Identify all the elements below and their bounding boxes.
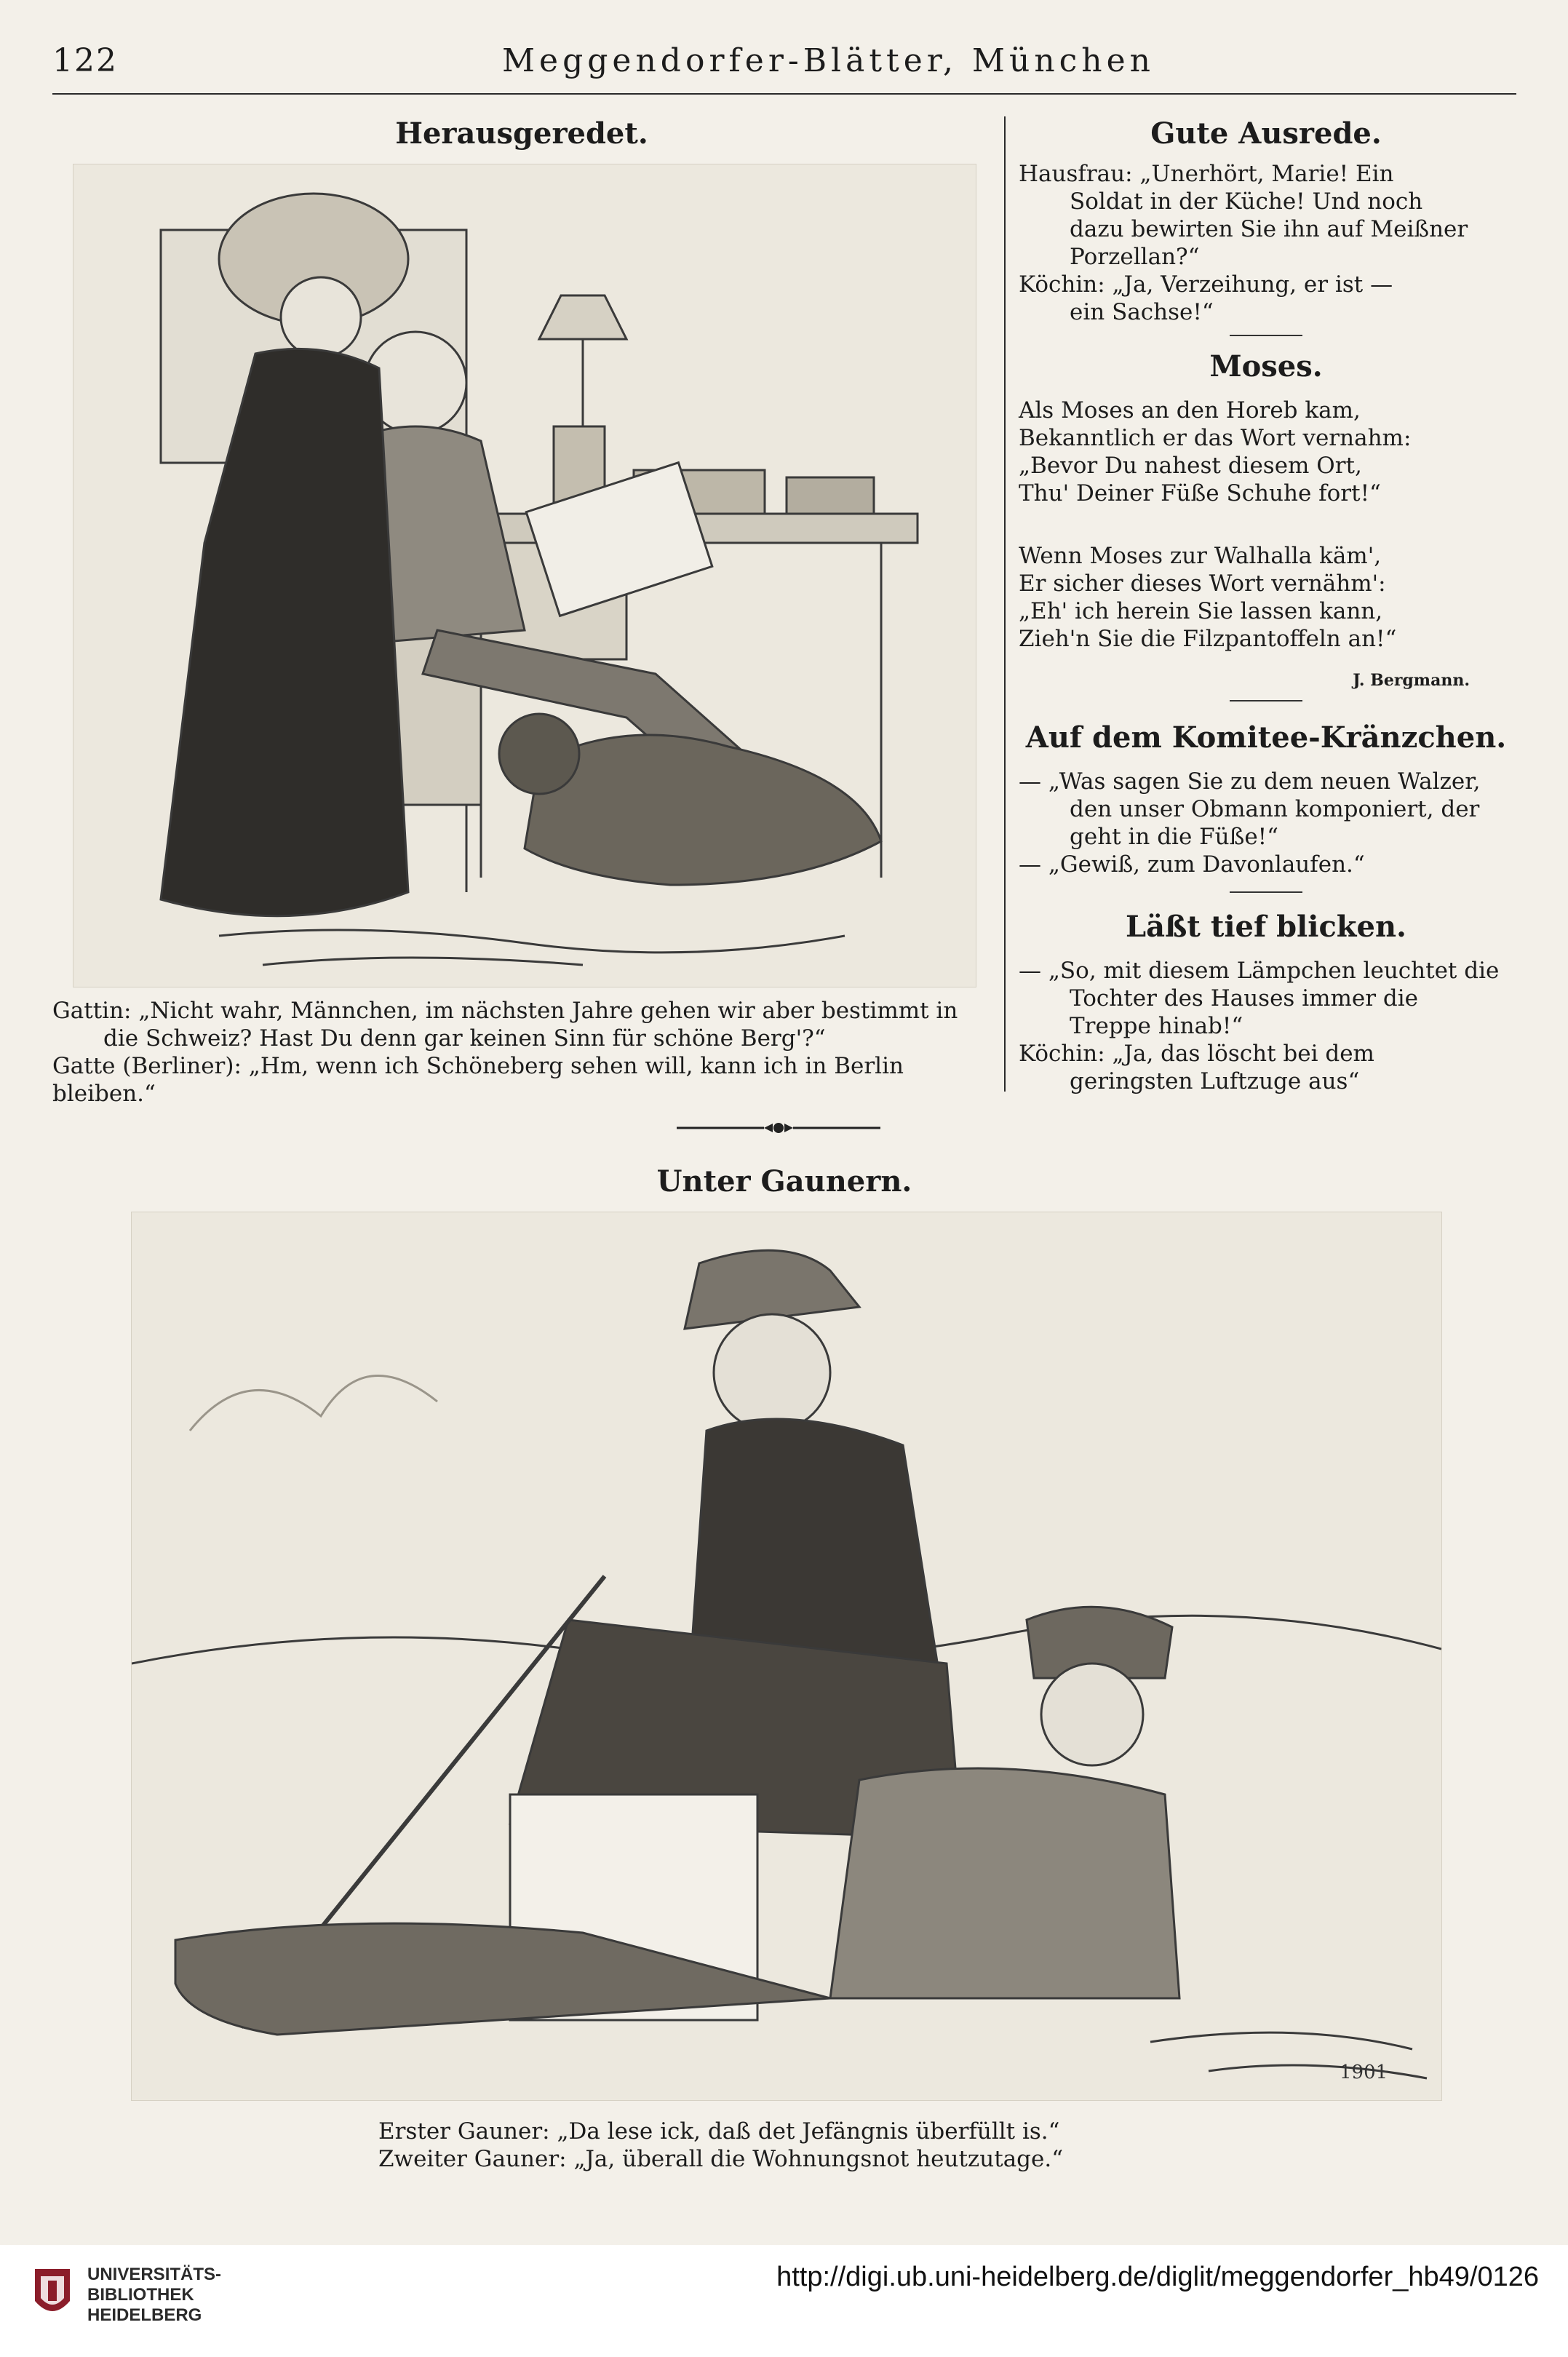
journal-title: Meggendorfer-Blätter, München: [502, 42, 1155, 79]
verse-line: Bekanntlich er das Wort vernahm:: [1019, 425, 1412, 451]
left-caption: [52, 997, 991, 1108]
text-line: — „So, mit diesem Lämpchen leuchtet die: [1019, 958, 1500, 984]
header-rule: [52, 93, 1516, 95]
caption-line-2: Zweiter Gauner: „Ja, überall die Wohnungsnot heutzutage.“: [378, 2146, 1064, 2172]
caption-line-1: Erster Gauner: „Da lese ick, daß det Jefängnis überfüllt is.“: [378, 2118, 1060, 2145]
text-line: ein Sachse!“: [1070, 299, 1214, 325]
bottom-caption: [378, 2118, 1324, 2173]
verse-line: Er sicher dieses Wort vernähm':: [1019, 571, 1386, 597]
page-number: 122: [52, 42, 118, 79]
caption-line-1: [52, 997, 991, 1025]
section-rule: [1230, 700, 1302, 701]
text-line: Porzellan?“: [1070, 244, 1200, 270]
verse-line: „Bevor Du nahest diesem Ort,: [1019, 453, 1362, 479]
caption-text-1: „Nicht wahr, Männchen, im nächsten Jahre gehen wir aber bestimmt in: [138, 998, 958, 1024]
komitee-text: [1019, 768, 1513, 878]
library-name-line: HEIDELBERG: [87, 2305, 202, 2325]
bottom-article-title: Unter Gaunern.: [656, 1164, 912, 1199]
moses-title: Moses.: [1209, 349, 1323, 383]
verse-line: Zieh'n Sie die Filzpantoffeln an!“: [1019, 626, 1397, 652]
text-line: — „Was sagen Sie zu dem neuen Walzer,: [1019, 768, 1481, 795]
library-name: [87, 2265, 221, 2326]
text-line: Tochter des Hauses immer die: [1070, 985, 1419, 1011]
library-logo: [29, 2265, 222, 2326]
library-name-line: UNIVERSITÄTS-: [87, 2265, 222, 2284]
text-line: den unser Obmann komponiert, der: [1070, 796, 1480, 822]
text-line: Treppe hinab!“: [1070, 1013, 1243, 1039]
blicken-text: [1019, 957, 1513, 1095]
moses-stanza-1: [1019, 397, 1513, 507]
caption-text-3: „Hm, wenn ich Schöneberg sehen will, kann ich in Berlin bleiben.“: [52, 1053, 904, 1107]
caption-line-2: [52, 1025, 991, 1052]
left-article-title: Herausgeredet.: [395, 116, 648, 151]
caption-text-2: die Schweiz? Hast Du denn gar keinen Sinn für schöne Berg'?“: [103, 1025, 826, 1052]
library-name-line: BIBLIOTHEK: [87, 2285, 194, 2305]
gute-ausrede-title: Gute Ausrede.: [1150, 116, 1382, 151]
illustration-two-vagrants: [131, 1212, 1442, 2101]
komitee-title: Auf dem Komitee-Kränzchen.: [1025, 720, 1507, 755]
digitization-url-link[interactable]: http://digi.ub.uni-heidelberg.de/diglit/meggendorfer_hb49/0126: [776, 2262, 1539, 2292]
text-line: dazu bewirten Sie ihn auf Meißner: [1070, 216, 1468, 242]
section-rule: [1230, 891, 1302, 893]
text-line: Soldat in der Küche! Und noch: [1070, 188, 1423, 215]
moses-stanza-2: [1019, 542, 1513, 653]
moses-signature: J. Bergmann.: [1353, 671, 1470, 690]
blicken-title: Läßt tief blicken.: [1126, 910, 1406, 944]
speaker-gattin: Gattin:: [52, 998, 132, 1024]
verse-line: Thu' Deiner Füße Schuhe fort!“: [1019, 480, 1381, 506]
verse-line: Als Moses an den Horeb kam,: [1019, 397, 1361, 424]
text-line: geringsten Luftzuge aus“: [1070, 1068, 1360, 1094]
verse-line: Wenn Moses zur Walhalla käm',: [1019, 543, 1382, 569]
text-line: — „Gewiß, zum Davonlaufen.“: [1019, 851, 1365, 878]
text-line: Köchin: „Ja, Verzeihung, er ist —: [1019, 271, 1393, 298]
verse-line: „Eh' ich herein Sie lassen kann,: [1019, 598, 1383, 624]
text-line: Köchin: „Ja, das löscht bei dem: [1019, 1041, 1374, 1067]
illustration-couple-at-desk: [73, 164, 976, 987]
speaker-gatte: Gatte (Berliner):: [52, 1053, 242, 1079]
gute-ausrede-text: [1019, 160, 1513, 326]
text-line: geht in die Füße!“: [1070, 824, 1278, 850]
library-seal-icon: [29, 2265, 76, 2323]
text-line: Hausfrau: „Unerhört, Marie! Ein: [1019, 161, 1394, 187]
section-rule: [1230, 335, 1302, 336]
artist-year: 1901: [1340, 2062, 1388, 2083]
caption-line-3: [52, 1052, 991, 1108]
column-divider: [1004, 116, 1006, 1092]
ornament-divider: [669, 1121, 888, 1135]
